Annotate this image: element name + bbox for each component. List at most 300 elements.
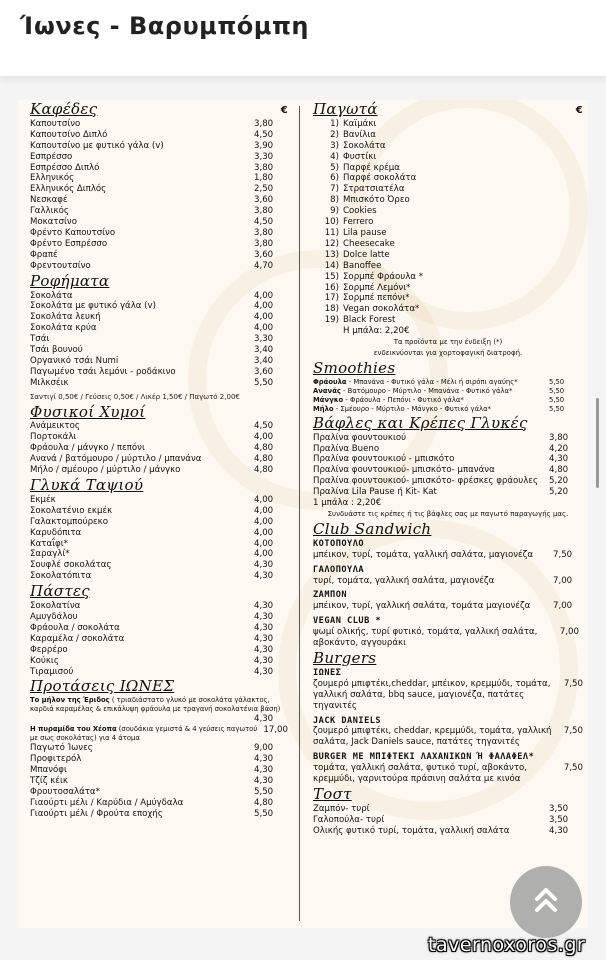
item-price: 3,60 [254,366,274,377]
item-name: Τσάι [30,334,50,345]
page-title: Ίωνες - Βαρυμπόμπη [20,12,310,40]
item-price: 3,40 [254,345,274,356]
item-name-main: Ανανάς [313,386,341,395]
section-note: Σαντιγί 0,50€ / Γεύσεις 0,50€ / Λικέρ 1,50€ / Παγωτό 2,00€ [30,392,240,401]
menu-item [30,645,288,656]
item-number: 1) [330,118,339,129]
item-price: 3,80 [254,206,274,217]
menu-item [313,679,583,712]
section-title: Προτάσεις ΙΩΝΕΣ [30,677,175,696]
section-title: Φυσικοί Χυμοί [30,402,146,421]
item-name: Dolce latte [343,249,390,260]
item-name: Παρφέ σοκολάτα [343,173,417,184]
item-name: Πορτοκάλι [30,432,77,443]
item-number: 16) [324,282,339,293]
item-number: 11) [324,227,339,238]
item-name: Πραλίνα Lila Pause ή Kit- Kat [313,487,437,498]
item-price: 7,00 [559,627,579,638]
item-name: Τσάι βουνού [30,345,83,356]
menu-item [313,378,583,387]
menu-item [313,195,583,206]
item-price: 4,50 [254,217,274,228]
menu-item [30,443,288,454]
item-price: 4,30 [254,560,274,571]
item-name: Σορμπέ Λεμόνι* [343,282,411,293]
item-price: 3,40 [254,355,274,366]
menu-item [313,283,583,294]
menu-item [30,141,288,152]
menu-item [30,714,288,725]
item-name: Σοκολάτα [30,290,73,301]
item-name: Ελληνικός Διπλός [30,184,107,195]
item-name: Σοκολατίνα [30,601,81,612]
menu-item [313,217,583,228]
item-name [313,396,464,405]
item-price: 4,00 [254,549,274,560]
page-header [0,0,606,76]
item-name: ΓΑΛΟΠΟΥΛΑ [313,564,365,575]
section-title: Καφέδες € [30,100,288,118]
menu-item [30,528,288,539]
item-name: Γαλλικός [30,206,69,217]
item-price: 4,30 [254,611,274,622]
item-name: Ζαμπόν- τυρί [313,803,370,814]
section-note: Συνδυάστε τις κρέπες ή τις βάφλες σας με παγωτό παραγωγής μας. [327,510,569,518]
menu-item [313,163,583,174]
section-title: Smoothies [313,358,396,377]
menu-item [313,184,583,195]
menu-item [313,444,583,455]
item-price: 17,00 [263,725,288,736]
item-name: ΖΑΜΠΟΝ [313,590,348,601]
item-name: Βανίλια [343,129,376,140]
menu-item [30,228,288,239]
item-price: 3,80 [549,432,569,443]
item-price: 5,20 [549,487,569,498]
item-name: Σοκολάτα λευκή [30,312,101,323]
item-price: 3,30 [254,334,274,345]
item-name: Πραλίνα φουντουκιού- μπισκότο- φρέσκες φράουλες [313,476,538,487]
section-title: Τοστ [313,784,352,803]
item-name: Μοκατσίνο [30,217,77,228]
item-name [313,405,491,414]
item-name: ΙΩΝΕΣ [313,667,342,678]
item-name: BURGER ΜΕ ΜΠΙΦΤΕΚΙ ΛΑΧΑΝΙΚΩΝ Ή ΦΑΛΑΦΕΛ* [313,752,535,763]
item-price: 5,50 [254,786,274,797]
item-number: 4) [330,151,339,162]
item-name: Σουφλέ σοκολάτας [30,560,112,571]
menu-item [30,454,288,465]
item-name: Σαραγλί* [30,549,70,560]
item-price: 4,80 [254,454,274,465]
item-price: 4,20 [549,443,569,454]
item-price: 4,00 [254,527,274,538]
item-number: 6) [330,173,339,184]
item-name: Ολικής φυτικό τυρί, τομάτα, γαλλική σαλάτα [313,825,510,836]
menu-item [313,272,583,283]
menu-item [313,261,583,272]
item-name: Οργανικό τσάι Numi [30,355,119,366]
item-name: Lila pause [343,227,387,238]
item-price: 4,30 [549,825,569,836]
item-name: Παρφέ κρέμα [343,162,400,173]
menu-left-column [30,100,288,820]
item-price: 3,80 [254,162,274,173]
menu-item [30,765,288,776]
menu-item [30,549,288,560]
item-detail: (σουδάκια γεμιστά & 4 γεύσεις παγωτού με σως σοκολάτας) για 4 άτομα [30,725,258,743]
menu-item [313,627,583,649]
item-name: Αμυγδάλου [30,611,78,622]
item-name: Το μήλον της Έριδος [30,696,110,705]
item-name: Φραπέ [30,249,58,260]
item-price: 4,00 [254,494,274,505]
item-price: 4,80 [549,465,569,476]
item-detail: ζουμερό μπιφτέκι, cheddar, κρεμμύδι, τομάτα, γαλλική σαλάτα, Jack Daniels sauce, πατάτες τηγανιτές [313,726,552,748]
menu-item [313,826,583,837]
item-name: Vegan σοκολάτα* [343,304,420,315]
menu-item [313,804,583,815]
menu-item [30,323,288,334]
ball-price: Η μπάλα: 2,20€ [343,326,410,337]
item-price: 4,00 [254,432,274,443]
menu-item [313,405,583,414]
menu-item [313,130,583,141]
item-number: 5) [330,162,339,173]
menu-item [30,195,288,206]
menu-item [313,152,583,163]
section-title: Burgers [313,648,377,667]
currency-symbol: € [280,105,288,116]
item-name: Μπισκότο Όρεο [343,195,410,206]
menu-item [30,432,288,443]
menu-item [30,378,288,389]
menu-item [313,815,583,826]
item-name: Καπουτσίνο με φυτικό γάλα (v) [30,140,164,151]
item-price: 7,50 [563,726,583,737]
item-price: 3,90 [254,140,274,151]
item-price: 4,00 [254,505,274,516]
item-name [313,387,512,396]
item-name: Καταΐφι* [30,538,68,549]
item-name: Ανάμεικτος [30,421,80,432]
item-detail: - Φράουλα - Πεπόνι - Φυτικό γάλα* [343,395,464,404]
section-title: Ροφήματα [30,271,110,290]
column-divider [299,106,300,921]
item-detail: τομάτα, γαλλική σαλάτα, φυτικό τυρί, αβοκάντο, κρεμμύδι, γαρνιτούρα πράσινη σαλάτα με κινόα [313,763,527,785]
item-price: 7,00 [553,575,573,586]
menu-item [30,239,288,250]
menu-item [30,250,288,261]
menu-item [313,763,583,785]
menu-item [313,206,583,217]
item-price: 4,80 [254,443,274,454]
menu-item [30,560,288,571]
item-number: 14) [324,260,339,271]
item-price: 4,30 [254,622,274,633]
item-detail: ( τριαδιάστατο γλυκό με σοκολάτα γάλακτος, καρδιά καραμέλας & επικάλυψη φράουλα με τραγανή σοκολατένια βάση) [30,696,281,714]
item-detail: - Μπανάνα - Φυτικό γάλα - Μέλι ή σιρόπι αγαύης* [346,377,518,386]
item-name: Στρατσιατέλα [343,184,405,195]
item-name: Γαλακτομπούρεκο [30,516,108,527]
section-title: Βάφλες και Κρέπες Γλυκές [313,413,528,432]
menu-item [30,612,288,623]
item-name: Κούκις [30,655,59,666]
menu-item [313,141,583,152]
item-name: Καϊμάκι [343,118,377,129]
menu-item [313,576,583,587]
item-name: Καρυδόπιτα [30,527,82,538]
item-detail: ζουμερό μπιφτέκι,cheddar, μπέικον, κρεμμύδι, τομάτα, γαλλική σαλάτα, bbq sauce, μαγιονέζα, πατάτες τηγανιτές [313,678,551,711]
menu-item [30,517,288,528]
item-price: 5,20 [549,476,569,487]
menu-item [30,798,288,809]
item-price: 4,00 [254,538,274,549]
item-name: Ελληνικός [30,173,75,184]
item-price: 9,00 [254,743,274,754]
item-number: 13) [324,249,339,260]
item-price: 4,30 [254,775,274,786]
menu-item [30,345,288,356]
item-price: 4,30 [549,454,569,465]
menu-item [30,130,288,141]
item-name: Τζίζ κέικ [30,775,68,786]
item-number: 17) [324,293,339,304]
item-price: 3,50 [549,814,569,825]
item-name: Cookies [343,206,377,217]
item-price: 4,00 [254,290,274,301]
section-title: Γλυκά Ταψιού [30,476,144,494]
menu-item [313,465,583,476]
menu-item [313,228,583,239]
item-name: Καραμέλα / σοκολάτα [30,633,125,644]
menu-item [30,776,288,787]
item-price: 4,00 [254,312,274,323]
item-name: Προφιτερόλ [30,754,82,765]
item-name: JACK DANIELS [313,715,382,726]
item-name: Φράουλα / σοκολάτα [30,622,120,633]
section-title: Παγωτά € [313,100,583,118]
item-name: Ανανά / βατόμουρο / μύρτιλο / μπανάνα [30,454,202,465]
menu-item [313,293,583,304]
item-name: Φυστίκι [343,151,377,162]
item-price: 1,80 [254,173,274,184]
menu-item [313,454,583,465]
item-name: ΚΟΤΟΠΟΥΛΟ [313,538,365,549]
item-price: 7,50 [563,763,583,774]
item-number: 7) [330,184,339,195]
item-name: Πραλίνα Bueno [313,443,380,454]
item-description [30,725,263,743]
item-name: VEGAN CLUB * [313,616,382,627]
item-name: Καπουτσίνο [30,118,81,129]
item-name: Σοκολατένιο εκμέκ [30,505,113,516]
menu-item [30,301,288,312]
menu-item [30,421,288,432]
item-name: Παγωτό Ίωνες [30,743,93,754]
item-price: 4,50 [254,129,274,140]
menu-item [30,261,288,272]
menu-item [30,667,288,678]
menu-item [30,152,288,163]
item-detail: μπέικον, τυρί, γαλλική σαλάτα, τομάτα μαγιονέζα [313,601,531,612]
item-name: Σορμπέ Φράουλα * [343,271,424,282]
item-name: Εσπρέσσο [30,151,73,162]
item-number: 8) [330,195,339,206]
item-number: 9) [330,206,339,217]
item-name-main: Φράουλα [313,377,347,386]
scroll-to-top-button[interactable] [510,866,582,938]
item-price: 7,50 [563,678,583,689]
item-name: Τιραμισού [30,666,74,677]
menu-item [30,163,288,174]
item-price: 4,30 [254,666,274,677]
item-price: 3,30 [254,151,274,162]
item-price: 4,70 [254,260,274,271]
item-detail: ψωμί ολικής, τυρί φυτικό, τομάτα, γαλλική σαλάτα, αβοκάντο, αγγουράκι [313,627,538,649]
menu-item [313,601,583,612]
item-price: 3,80 [254,118,274,129]
item-price: 5,50 [549,386,565,395]
item-name: Πραλίνα φουντουκιού - μπισκότο [313,454,455,465]
menu-item [313,315,583,326]
menu-item [30,291,288,302]
item-description [30,696,288,714]
item-name: Φερρέρο [30,644,68,655]
item-detail: μπέικον, τυρί, τομάτα, γαλλική σαλάτα, μαγιονέζα [313,549,534,560]
item-number: 18) [324,304,339,315]
item-detail: τυρί, τομάτα, γαλλική σαλάτα, μαγιονέζα [313,575,495,586]
menu-item [30,787,288,798]
menu-item [313,387,583,396]
item-name: Φρεντουτσίνο [30,260,91,271]
menu-item [313,550,583,561]
item-name: Πραλίνα φουντουκιού- μπισκότο- μπανάνα [313,465,495,476]
item-price: 5,50 [254,808,274,819]
item-name: Γιαούρτι μέλι / Φρούτα εποχής [30,808,163,819]
menu-item [30,571,288,582]
menu-item [30,184,288,195]
item-number: 19) [324,315,339,326]
menu-item [313,476,583,487]
menu-item [313,239,583,250]
item-name: Μιλκσέικ [30,377,69,388]
menu-item [30,634,288,645]
currency-symbol: € [575,105,583,116]
item-price: 4,30 [254,633,274,644]
menu-item [30,119,288,130]
menu-item [313,487,583,498]
item-price: 4,30 [254,644,274,655]
ball-price: 1 μπάλα : 2,20€ [313,498,382,509]
menu-item [313,304,583,315]
item-name: Φράουλα / μάνγκο / πεπόνι [30,443,145,454]
menu-item [30,601,288,612]
item-price: 4,80 [254,465,274,476]
item-number: 15) [324,271,339,282]
section-title: Club Sandwich [313,519,432,538]
item-price: 4,00 [254,516,274,527]
section-note: ενδεικνύονται για χορτοφαγική διατροφή. [373,348,523,357]
item-number: 3) [330,140,339,151]
item-name: Σοκολάτα κρύα [30,323,97,334]
site-watermark: tavernoxoros.gr [428,934,586,956]
item-price: 2,50 [254,184,274,195]
item-number: 2) [330,129,339,140]
item-price: 4,30 [254,754,274,765]
item-price: 4,30 [254,655,274,666]
item-name: Μήλο / σμέουρο / μύρτιλο / μάνγκο [30,465,181,476]
item-detail: - Σμέουρο - Μύρτιλο - Μάνγκο - Φυτικό γάλα* [333,404,491,413]
menu-image [18,100,588,928]
item-price: 4,00 [254,301,274,312]
item-price: 3,80 [254,238,274,249]
menu-item [30,465,288,476]
item-price: 4,30 [254,714,274,725]
item-name: Πραλίνα φουντουκιού [313,432,407,443]
menu-item [313,250,583,261]
item-price: 5,50 [254,377,274,388]
section-note: Τα προϊόντα με την ένδειξη (*) [393,338,503,347]
item-name: Γαλοπούλα- τυρί [313,814,385,825]
menu-item [30,539,288,550]
item-price: 4,30 [254,765,274,776]
item-name: Banoffee [343,260,382,271]
menu-item [313,396,583,405]
menu-item [30,743,288,754]
item-name: Black Forest [343,315,396,326]
menu-item [30,334,288,345]
item-name: Σοκολάτα με φυτικό γάλα (v) [30,301,156,312]
item-name-main: Μάνγκο [313,395,344,404]
menu-item [30,656,288,667]
menu-item [30,495,288,506]
item-number: 10) [324,217,339,228]
item-price: 5,50 [549,377,565,386]
menu-item [30,367,288,378]
menu-item [30,725,288,743]
page-scrollbar[interactable] [596,398,599,488]
item-name-main: Μήλο [313,404,334,413]
section-title: Πάστες [30,582,90,601]
menu-right-column [313,100,583,837]
item-name: Καπουτσίνο Διπλό [30,129,108,140]
item-price: 4,00 [254,323,274,334]
menu-item [313,119,583,130]
item-name: Σοκολάτα [343,140,386,151]
item-price: 3,80 [254,227,274,238]
menu-item [30,206,288,217]
item-number: 12) [324,238,339,249]
item-price: 3,60 [254,195,274,206]
item-price: 4,50 [254,421,274,432]
item-name: Σορμπέ πεπόνι* [343,293,410,304]
item-name: Η πυραμίδα του Χέοπα [30,725,117,734]
item-name: Παγωμένο τσάι λεμόνι - ροδάκινο [30,366,176,377]
menu-item [30,312,288,323]
menu-item [30,809,288,820]
item-price: 5,50 [549,395,565,404]
item-price: 3,50 [549,803,569,814]
menu-item [313,433,583,444]
menu-item [30,217,288,228]
item-name [313,378,518,387]
menu-item [30,356,288,367]
item-name: Cheesecake [343,238,395,249]
menu-item [30,754,288,765]
item-name: Ferrero [343,217,374,228]
item-price: 4,80 [254,797,274,808]
